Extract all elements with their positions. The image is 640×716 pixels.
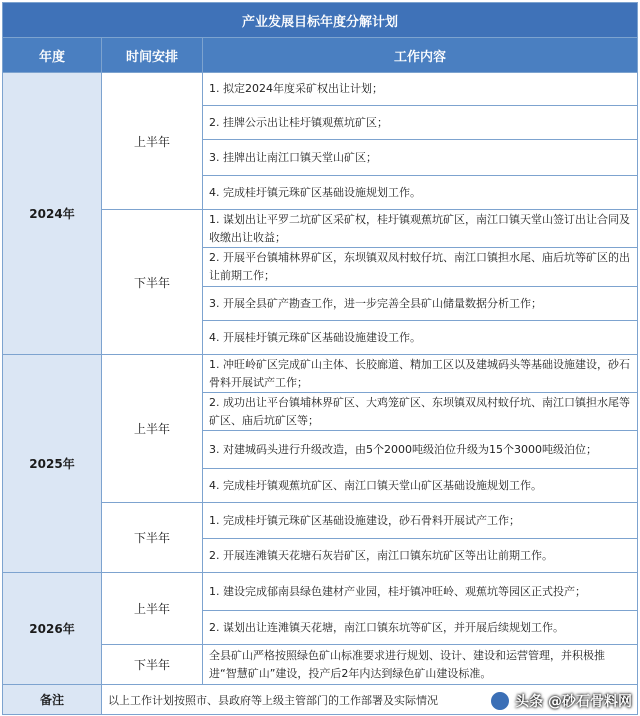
- task-cell: 3. 开展全县矿产勘查工作，进一步完善全县矿山储量数据分析工作；: [203, 287, 638, 321]
- task-cell: 1. 谋划出让平罗二坑矿区采矿权，桂圩镇观蕉坑矿区，南江口镇天堂山签订出让合同及收缴出让收益；: [203, 210, 638, 248]
- half-cell-2024-h2: 下半年: [102, 210, 203, 355]
- task-cell: 3. 对建城码头进行升级改造，由5个2000吨级泊位升级为15个3000吨级泊位；: [203, 431, 638, 469]
- task-cell: 3. 挂牌出让南江口镇天堂山矿区；: [203, 140, 638, 176]
- table-title: 产业发展目标年度分解计划: [3, 3, 638, 38]
- task-cell: 4. 完成桂圩镇观蕉坑矿区、南江口镇天堂山矿区基础设施规划工作。: [203, 469, 638, 503]
- header-year: 年度: [3, 38, 102, 73]
- half-cell-2024-h1: 上半年: [102, 73, 203, 210]
- watermark-text: 头条 @砂石骨料网: [515, 694, 632, 710]
- task-cell: 全县矿山严格按照绿色矿山标准要求进行规划、设计、建设和运营管理，并积极推进“智慧矿山”建设，投产后2年内达到绿色矿山建设标准。: [203, 645, 638, 685]
- table-row: [3, 355, 638, 393]
- title-row: [3, 3, 638, 38]
- task-cell: 4. 开展桂圩镇元珠矿区基础设施建设工作。: [203, 321, 638, 355]
- header-row: [3, 38, 638, 73]
- note-label: 备注: [3, 685, 102, 715]
- table-row: [3, 573, 638, 611]
- half-cell-2025-h2: 下半年: [102, 503, 203, 573]
- year-cell-2026: 2026年: [3, 573, 102, 685]
- note-text: 以上工作计划按照市、县政府等上级主管部门的工作部署及实际情况: [102, 685, 638, 715]
- task-cell: 1. 完成桂圩镇元珠矿区基础设施建设，砂石骨料开展试产工作；: [203, 503, 638, 539]
- header-schedule: 时间安排: [102, 38, 203, 73]
- task-cell: 1. 冲旺岭矿区完成矿山主体、长胶廊道、精加工区以及建城码头等基础设施建设，砂石骨料开展试产工作；: [203, 355, 638, 393]
- header-content: 工作内容: [203, 38, 638, 73]
- year-cell-2025: 2025年: [3, 355, 102, 573]
- plan-table: [2, 2, 638, 715]
- year-cell-2024: 2024年: [3, 73, 102, 355]
- task-cell: 4. 完成桂圩镇元珠矿区基础设施规划工作。: [203, 176, 638, 210]
- task-cell: 2. 开展连滩镇天花塘石灰岩矿区，南江口镇东坑矿区等出让前期工作。: [203, 539, 638, 573]
- task-cell: 2. 挂牌公示出让桂圩镇观蕉坑矿区；: [203, 106, 638, 140]
- task-cell: 2. 开展平台镇埔林界矿区，东坝镇双凤村蚊仔坑、南江口镇担水尾、庙后坑等矿区的出让前期工作；: [203, 248, 638, 287]
- table-row: [3, 73, 638, 106]
- task-cell: 2. 谋划出让连滩镇天花塘，南江口镇东坑等矿区，并开展后续规划工作。: [203, 611, 638, 645]
- half-cell-2025-h1: 上半年: [102, 355, 203, 503]
- task-cell: 2. 成功出让平台镇埔林界矿区、大鸡笼矿区、东坝镇双凤村蚊仔坑、南江口镇担水尾等矿区、庙后坑矿区等；: [203, 393, 638, 431]
- task-cell: 1. 建设完成郁南县绿色建材产业园，桂圩镇冲旺岭、观蕉坑等园区正式投产；: [203, 573, 638, 611]
- half-cell-2026-h2: 下半年: [102, 645, 203, 685]
- watermark-logo-icon: [489, 690, 511, 712]
- task-cell: 1. 拟定2024年度采矿权出让计划；: [203, 73, 638, 106]
- watermark: [489, 690, 632, 712]
- half-cell-2026-h1: 上半年: [102, 573, 203, 645]
